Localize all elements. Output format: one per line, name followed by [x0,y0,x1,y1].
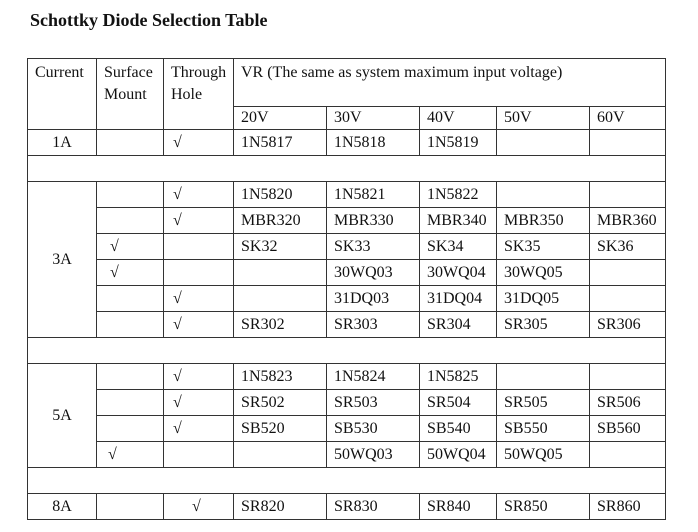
part-cell: SB520 [234,416,327,442]
check-mark-icon: √ [192,497,201,515]
table-row [28,130,666,156]
part-cell: SK35 [497,234,590,260]
part-cell [590,286,666,312]
part-cell: SK32 [234,234,327,260]
through-hole-cell [164,494,234,520]
header-through-hole-line1: Through [171,64,227,81]
table-row [28,286,666,312]
current-cell: 5A [28,364,97,468]
part-cell [590,182,666,208]
table-row [28,260,666,286]
check-mark-icon: √ [173,185,182,203]
spacer-row [28,468,666,494]
part-cell: SR850 [497,494,590,520]
through-hole-cell [164,234,234,260]
spacer-row [28,156,666,182]
part-cell: SR302 [234,312,327,338]
part-cell: SR830 [327,494,420,520]
table-row [28,416,666,442]
table-row [28,234,666,260]
through-hole-cell [164,442,234,468]
table-row [28,312,666,338]
part-cell: 1N5824 [327,364,420,390]
part-cell: MBR320 [234,208,327,234]
part-cell: MBR330 [327,208,420,234]
part-cell [234,260,327,286]
header-surface-mount-line1: Surface [104,64,153,81]
part-cell: SR505 [497,390,590,416]
part-cell: 31DQ05 [497,286,590,312]
part-cell: SR840 [420,494,497,520]
header-vr: VR (The same as system maximum input voltage) [234,59,666,107]
part-cell: 50WQ05 [497,442,590,468]
check-mark-icon: √ [173,133,182,151]
part-cell: 30WQ03 [327,260,420,286]
check-mark-icon: √ [173,289,182,307]
voltage-header-50v: 50V [497,107,590,130]
part-cell [234,442,327,468]
voltage-header-40v: 40V [420,107,497,130]
through-hole-cell [164,390,234,416]
surface-mount-cell [97,234,164,260]
part-cell: SR860 [590,494,666,520]
check-mark-icon: √ [173,393,182,411]
part-cell: 1N5820 [234,182,327,208]
surface-mount-cell [97,260,164,286]
voltage-header-60v: 60V [590,107,666,130]
table-body [28,59,666,520]
diode-selection-table [27,58,666,520]
part-cell: SR304 [420,312,497,338]
part-cell [497,182,590,208]
part-cell: SR303 [327,312,420,338]
part-cell: 1N5818 [327,130,420,156]
surface-mount-cell [97,130,164,156]
part-cell: 1N5822 [420,182,497,208]
check-mark-icon: √ [173,367,182,385]
part-cell: 1N5825 [420,364,497,390]
table-row [28,208,666,234]
surface-mount-cell [97,494,164,520]
header-surface-mount-line2: Mount [104,86,147,103]
voltage-header-20v: 20V [234,107,327,130]
header-surface-mount [97,59,164,130]
check-mark-icon: √ [110,263,119,281]
surface-mount-cell [97,286,164,312]
spacer-cell [28,468,666,494]
table-row [28,364,666,390]
header-row [28,59,666,107]
part-cell [234,286,327,312]
part-cell [590,130,666,156]
part-cell: SR504 [420,390,497,416]
spacer-row [28,338,666,364]
check-mark-icon: √ [110,237,119,255]
part-cell: SR502 [234,390,327,416]
surface-mount-cell [97,208,164,234]
table-row [28,182,666,208]
spacer-cell [28,156,666,182]
part-cell: SR820 [234,494,327,520]
part-cell: MBR350 [497,208,590,234]
part-cell: SK36 [590,234,666,260]
part-cell [590,364,666,390]
surface-mount-cell [97,390,164,416]
current-cell: 1A [28,130,97,156]
part-cell: SR305 [497,312,590,338]
through-hole-cell [164,182,234,208]
through-hole-cell [164,286,234,312]
voltage-header-30v: 30V [327,107,420,130]
part-cell: 50WQ04 [420,442,497,468]
part-cell: 1N5823 [234,364,327,390]
part-cell: SR306 [590,312,666,338]
part-cell [497,364,590,390]
part-cell: SB540 [420,416,497,442]
surface-mount-cell [97,442,164,468]
part-cell: 31DQ03 [327,286,420,312]
part-cell: SR506 [590,390,666,416]
through-hole-cell [164,208,234,234]
table-row [28,390,666,416]
part-cell: SR503 [327,390,420,416]
part-cell [497,130,590,156]
part-cell: SK34 [420,234,497,260]
part-cell: MBR340 [420,208,497,234]
header-through-hole [164,59,234,130]
through-hole-cell [164,364,234,390]
surface-mount-cell [97,416,164,442]
table-row [28,442,666,468]
part-cell: 1N5819 [420,130,497,156]
part-cell: SB530 [327,416,420,442]
part-cell: SB550 [497,416,590,442]
check-mark-icon: √ [173,315,182,333]
surface-mount-cell [97,182,164,208]
header-current: Current [28,59,97,130]
part-cell [590,260,666,286]
header-through-hole-line2: Hole [171,86,203,103]
page-title: Schottky Diode Selection Table [30,10,268,30]
part-cell: 30WQ04 [420,260,497,286]
through-hole-cell [164,416,234,442]
table-row [28,494,666,520]
through-hole-cell [164,130,234,156]
part-cell: 50WQ03 [327,442,420,468]
part-cell: MBR360 [590,208,666,234]
current-cell: 8A [28,494,97,520]
through-hole-cell [164,312,234,338]
spacer-cell [28,338,666,364]
through-hole-cell [164,260,234,286]
check-mark-icon: √ [108,445,117,463]
part-cell: 1N5821 [327,182,420,208]
part-cell: SK33 [327,234,420,260]
check-mark-icon: √ [173,419,182,437]
part-cell [590,442,666,468]
current-cell: 3A [28,182,97,338]
part-cell: 30WQ05 [497,260,590,286]
part-cell: 31DQ04 [420,286,497,312]
check-mark-icon: √ [173,211,182,229]
surface-mount-cell [97,364,164,390]
part-cell: 1N5817 [234,130,327,156]
part-cell: SB560 [590,416,666,442]
surface-mount-cell [97,312,164,338]
